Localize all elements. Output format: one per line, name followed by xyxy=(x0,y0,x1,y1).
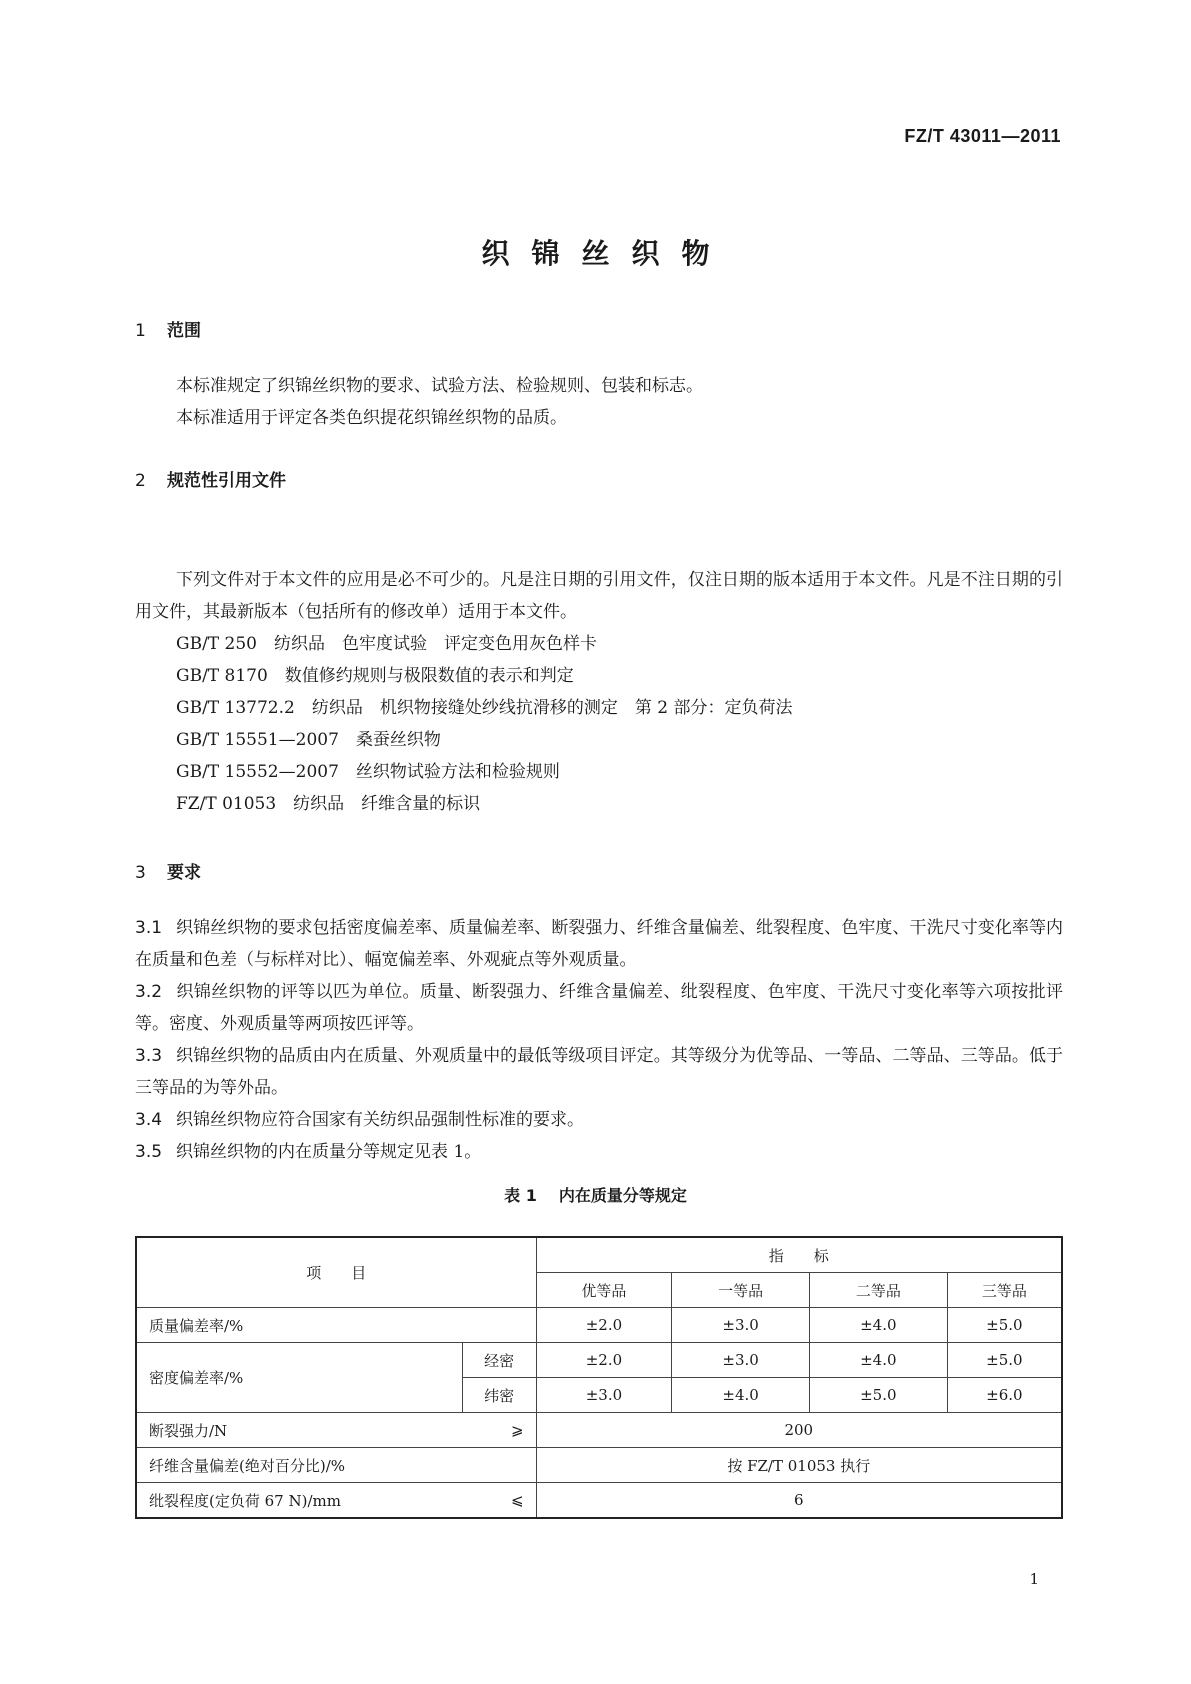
table-cell: ±4.0 xyxy=(672,1378,810,1413)
section-title: 规范性引用文件 xyxy=(167,471,286,491)
table-cell: ±5.0 xyxy=(809,1378,947,1413)
sub-row-label: 纬密 xyxy=(462,1378,536,1413)
reference-item: FZ/T 01053 纺织品 纤维含量的标识 xyxy=(176,794,481,814)
table-row xyxy=(136,1448,1062,1483)
clause-3-5 xyxy=(135,1136,1063,1168)
document-title: 织锦丝织物 xyxy=(481,237,732,270)
table-cell: 按 FZ/T 01053 执行 xyxy=(536,1448,1062,1483)
section-number: 1 xyxy=(135,321,146,341)
scope-paragraph-2: 本标准适用于评定各类色织提花织锦丝织物的品质。 xyxy=(176,408,567,428)
table-row xyxy=(136,1483,1062,1519)
clause-number: 3.4 xyxy=(135,1110,163,1130)
clause-text: 织锦丝织物的要求包括密度偏差率、质量偏差率、断裂强力、纤维含量偏差、纰裂程度、色牢度、干洗尺寸变化率等内在质量和色差（与标样对比）、幅宽偏差率、外观疵点等外观质量。 xyxy=(135,918,1063,970)
section-2-heading xyxy=(135,466,286,491)
reference-item: GB/T 15552—2007 丝织物试验方法和检验规则 xyxy=(176,762,560,782)
comparison-symbol: ⩽ xyxy=(462,1483,536,1519)
row-label: 断裂强力/N xyxy=(136,1413,462,1448)
reference-item: GB/T 8170 数值修约规则与极限数值的表示和判定 xyxy=(176,666,574,686)
page-number: 1 xyxy=(1029,1570,1039,1588)
clause-3-3 xyxy=(135,1040,1063,1104)
row-label: 纤维含量偏差(绝对百分比)/% xyxy=(136,1448,536,1483)
table-cell: 6 xyxy=(536,1483,1062,1519)
section-1-heading xyxy=(135,316,201,341)
header-item-cell: 项 目 xyxy=(136,1237,536,1308)
reference-item: GB/T 15551—2007 桑蚕丝织物 xyxy=(176,730,441,750)
reference-list xyxy=(176,628,792,820)
grade-header: 二等品 xyxy=(809,1273,947,1308)
reference-item: GB/T 13772.2 纺织品 机织物接缝处纱线抗滑移的测定 第 2 部分：定负荷法 xyxy=(176,698,793,718)
comparison-symbol: ⩾ xyxy=(462,1413,536,1448)
clause-number: 3.5 xyxy=(135,1142,163,1162)
clause-text: 织锦丝织物的内在质量分等规定见表 1。 xyxy=(176,1142,482,1162)
table-title: 内在质量分等规定 xyxy=(558,1186,687,1205)
grade-header: 三等品 xyxy=(947,1273,1062,1308)
section-title: 要求 xyxy=(167,863,201,883)
table-cell: 200 xyxy=(536,1413,1062,1448)
references-intro: 下列文件对于本文件的应用是必不可少的。凡是注日期的引用文件，仅注日期的版本适用于本文件。凡是不注日期的引用文件，其最新版本（包括所有的修改单）适用于本文件。 xyxy=(135,570,1063,622)
clause-text: 织锦丝织物的评等以匹为单位。质量、断裂强力、纤维含量偏差、纰裂程度、色牢度、干洗尺寸变化率等六项按批评等。密度、外观质量等两项按匹评等。 xyxy=(135,982,1063,1034)
grade-header: 一等品 xyxy=(672,1273,810,1308)
table-cell: ±6.0 xyxy=(947,1378,1062,1413)
table-cell: ±4.0 xyxy=(809,1343,947,1378)
table-row xyxy=(136,1343,1062,1378)
clause-number: 3.2 xyxy=(135,982,163,1002)
table-cell: ±5.0 xyxy=(947,1343,1062,1378)
clause-text: 织锦丝织物应符合国家有关纺织品强制性标准的要求。 xyxy=(176,1110,585,1130)
table-cell: ±2.0 xyxy=(536,1343,672,1378)
header-index-cell: 指 标 xyxy=(536,1237,1062,1273)
table-row xyxy=(136,1413,1062,1448)
table-cell: ±3.0 xyxy=(672,1308,810,1343)
table-number: 表 1 xyxy=(504,1186,537,1205)
row-label: 纰裂程度(定负荷 67 N)/mm xyxy=(136,1483,462,1519)
table-cell: ±3.0 xyxy=(672,1343,810,1378)
section-title: 范围 xyxy=(167,321,201,341)
reference-item: GB/T 250 纺织品 色牢度试验 评定变色用灰色样卡 xyxy=(176,634,597,654)
clause-3-4 xyxy=(135,1104,1063,1136)
clause-number: 3.1 xyxy=(135,918,163,938)
table-header-row xyxy=(136,1237,1062,1273)
clause-text: 织锦丝织物的品质由内在质量、外观质量中的最低等级项目评定。其等级分为优等品、一等品、二等品、三等品。低于三等品的为等外品。 xyxy=(135,1046,1063,1098)
row-label: 质量偏差率/% xyxy=(136,1308,536,1343)
table-cell: ±3.0 xyxy=(536,1378,672,1413)
section-number: 2 xyxy=(135,471,146,491)
clause-3-2 xyxy=(135,976,1063,1040)
table-cell: ±5.0 xyxy=(947,1308,1062,1343)
table-caption xyxy=(0,1183,1191,1206)
table-cell: ±2.0 xyxy=(536,1308,672,1343)
clause-3-1 xyxy=(135,912,1063,976)
scope-paragraph-1: 本标准规定了织锦丝织物的要求、试验方法、检验规则、包装和标志。 xyxy=(176,376,703,396)
table-row xyxy=(136,1308,1062,1343)
clause-number: 3.3 xyxy=(135,1046,163,1066)
section-number: 3 xyxy=(135,863,146,883)
standard-code: FZ/T 43011—2011 xyxy=(904,126,1061,146)
row-label: 密度偏差率/% xyxy=(136,1343,462,1413)
grade-header: 优等品 xyxy=(536,1273,672,1308)
section-3-heading xyxy=(135,858,201,883)
quality-grade-table xyxy=(135,1236,1063,1519)
table-cell: ±4.0 xyxy=(809,1308,947,1343)
sub-row-label: 经密 xyxy=(462,1343,536,1378)
